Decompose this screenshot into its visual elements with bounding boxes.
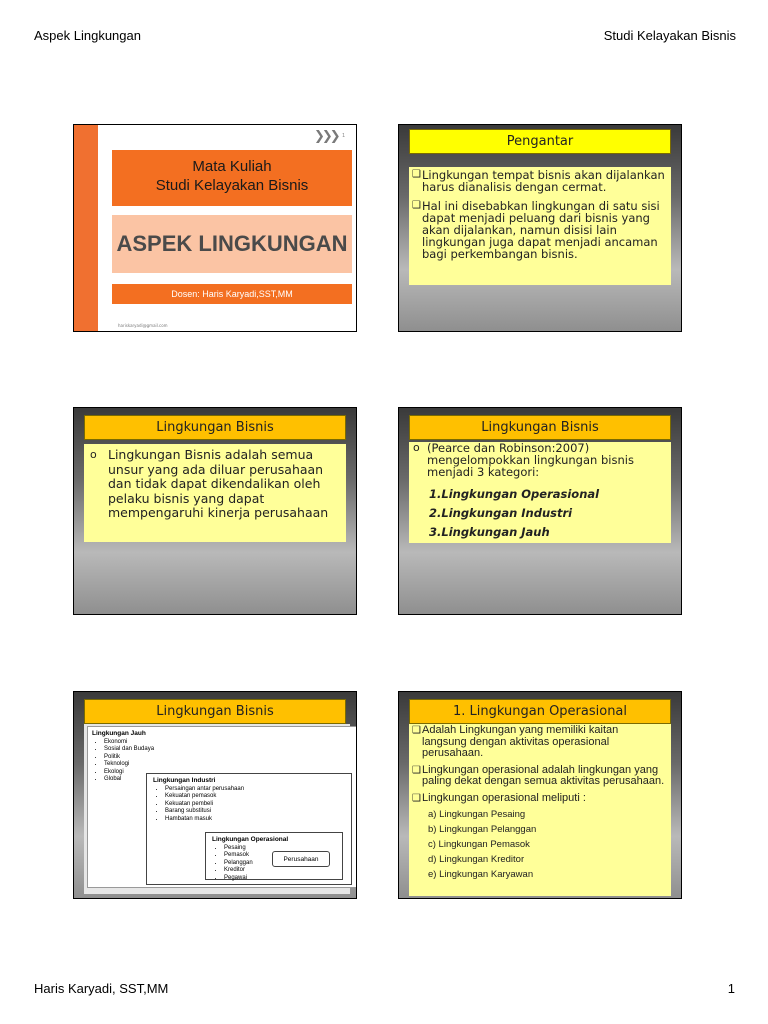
slide-1-page-num: 1 <box>342 133 346 139</box>
slide-1-side-band <box>74 125 98 332</box>
checkbox-bullet-icon: ❑ <box>412 792 421 804</box>
slide-3-bullet: o Lingkungan Bisnis adalah semua unsur yang ada diluar perusahaan dan tidak dapat dikendalikan oleh pelaku bisnis yang dapat mempengaruhi kinerja perusahaan <box>90 447 329 520</box>
list-item: • Ekologi <box>104 769 154 777</box>
lingkungan-operasional-title: Lingkungan Operasional <box>212 836 289 843</box>
slide-2-bullet-2: ❑ Hal ini disebabkan lingkungan di satu sisi dapat menjadi peluang dari bisnis yang akan dijalankan, namun disisi lain lingkungan juga dapat menjadi ancaman bagi perkembangan bisnis. <box>412 199 660 261</box>
slide-2-pengantar <box>398 124 682 332</box>
lingkungan-operasional-box <box>205 832 343 880</box>
header-right: Studi Kelayakan Bisnis <box>603 28 736 43</box>
slide-4-intro: o (Pearce dan Robinson:2007) mengelompokkan lingkungan bisnis menjadi 3 kategori: <box>413 441 634 479</box>
footer-author: Haris Karyadi, SST,MM <box>34 981 169 996</box>
lingkungan-jauh-title: Lingkungan Jauh <box>92 730 146 737</box>
slide-6-item-e: e) Lingkungan Karyawan <box>428 869 534 880</box>
lingkungan-jauh-box <box>87 726 357 888</box>
slide-6-bullet-2: ❑ Lingkungan operasional adalah lingkungan yang paling dekat dengan semua aktivitas perusahaan. <box>412 763 665 787</box>
list-item: • Pesaing <box>224 845 288 853</box>
slide-1-dosen: Dosen: Haris Karyadi,SST,MM <box>112 284 352 304</box>
slide-6-item-a: a) Lingkungan Pesaing <box>428 809 526 820</box>
slide-3-title: Lingkungan Bisnis <box>84 415 346 440</box>
footer-page-number: 1 <box>727 981 735 996</box>
list-item: • Barang substitusi <box>165 808 244 816</box>
checkbox-bullet-icon: ❑ <box>412 725 421 736</box>
slide-2-content <box>409 167 671 285</box>
slide-3-content <box>84 444 346 542</box>
slide-1-course-name: Studi Kelayakan Bisnis <box>155 177 309 194</box>
slide-4-kategori <box>398 407 682 615</box>
list-item: • Persaingan antar perusahaan <box>165 786 244 794</box>
slide-4-content <box>409 442 671 543</box>
slide-1-course-label: Mata Kuliah <box>192 158 272 175</box>
chevron-arrows-icon: ❯❯❯ <box>314 129 338 144</box>
list-item: • Teknologi <box>104 761 154 769</box>
slide-6-content <box>409 724 671 896</box>
slide-4-title: Lingkungan Bisnis <box>409 415 671 440</box>
lingkungan-industri-list <box>153 777 244 823</box>
slide-1-main-title-box <box>112 215 352 273</box>
slide-1-email: hariskaryadi@gmail.com <box>118 323 168 328</box>
checkbox-bullet-icon: ❑ <box>412 169 421 180</box>
lingkungan-industri-title: Lingkungan Industri <box>153 777 216 784</box>
slide-6-title: 1. Lingkungan Operasional <box>409 699 671 724</box>
list-item: • Pemasok <box>224 852 288 860</box>
slide-5-diagram-panel <box>84 724 350 894</box>
slide-6-bullet-3: ❑ Lingkungan operasional meliputi : <box>412 791 586 804</box>
list-item: • Kreditor <box>224 867 288 875</box>
list-item: • Politik <box>104 754 154 762</box>
slide-4-item-2: 2.Lingkungan Industri <box>429 506 573 520</box>
slide-6-bullet-1: ❑ Adalah Lingkungan yang memiliki kaitan langsung dengan aktivitas operasional perusahaan. <box>412 724 619 759</box>
slide-5-title: Lingkungan Bisnis <box>84 699 346 724</box>
list-item: • Kekuatan pembeli <box>165 801 244 809</box>
circle-bullet-icon: o <box>90 448 97 461</box>
slide-4-item-3: 3.Lingkungan Jauh <box>429 525 550 539</box>
list-item: • Kekuatan pemasok <box>165 793 244 801</box>
slide-6-operasional <box>398 691 682 899</box>
header-left: Aspek Lingkungan <box>34 28 141 43</box>
list-item: • Global <box>104 776 154 784</box>
slide-2-bullet-1: ❑ Lingkungan tempat bisnis akan dijalankan harus dianalisis dengan cermat. <box>412 168 665 194</box>
slide-2-title: Pengantar <box>409 129 671 154</box>
slide-3-lingkungan-bisnis <box>73 407 357 615</box>
slide-6-item-b: b) Lingkungan Pelanggan <box>428 824 537 835</box>
checkbox-bullet-icon: ❑ <box>412 200 421 211</box>
slide-6-item-d: d) Lingkungan Kreditor <box>428 854 525 865</box>
slide-6-item-c: c) Lingkungan Pemasok <box>428 839 530 850</box>
slide-1-title <box>73 124 357 332</box>
list-item: • Hambatan masuk <box>165 816 244 824</box>
perusahaan-box: Perusahaan <box>272 851 330 867</box>
list-item: • Pegawai <box>224 875 288 883</box>
list-item: • Ekonomi <box>104 739 154 747</box>
slide-4-item-1: 1.Lingkungan Operasional <box>429 487 600 501</box>
slide-1-course-box <box>112 150 352 206</box>
lingkungan-jauh-list <box>92 730 154 784</box>
lingkungan-industri-box <box>146 773 352 885</box>
slide-5-diagram <box>73 691 357 899</box>
list-item: • Sosial dan Budaya <box>104 746 154 754</box>
circle-bullet-icon: o <box>413 441 420 454</box>
list-item: • Pelanggan <box>224 860 288 868</box>
slide-1-main-title: ASPEK LINGKUNGAN <box>116 231 348 256</box>
checkbox-bullet-icon: ❑ <box>412 764 421 776</box>
